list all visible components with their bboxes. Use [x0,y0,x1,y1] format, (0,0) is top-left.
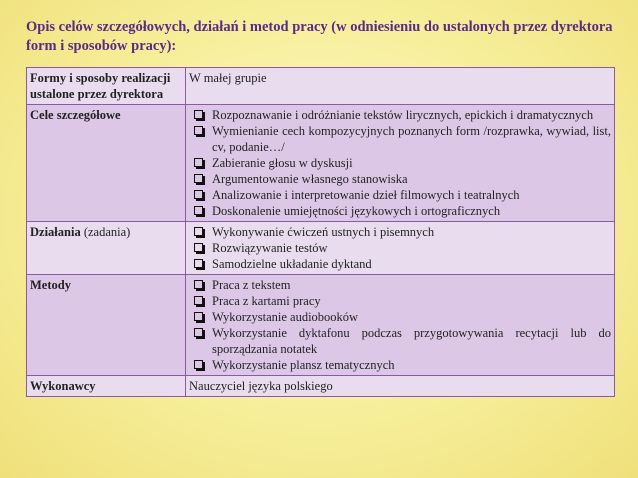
list-item: Wymienianie cech kompozycyjnych poznanych form /rozprawka, wywiad, list, cv, podanie…/ [189,123,611,155]
row-label-methods: Metody [27,275,186,376]
list-item: Praca z tekstem [189,277,611,293]
checkbox-bullet-icon [194,296,203,305]
checkbox-bullet-icon [194,190,203,199]
actions-list [189,224,611,272]
checkbox-bullet-icon [194,280,203,289]
checkbox-bullet-icon [194,110,203,119]
list-item: Wykorzystanie dyktafonu podczas przygotowywania recytacji lub do sporządzania notatek [189,325,611,357]
goals-list [189,107,611,219]
list-item: Wykorzystanie audiobooków [189,309,611,325]
list-item: Wykonywanie ćwiczeń ustnych i pisemnych [189,224,611,240]
row-value-forms: W małej grupie [186,68,615,105]
list-item: Doskonalenie umiejętności językowych i ortograficznych [189,203,611,219]
table-row-executors [27,376,615,397]
row-label-executors: Wykonawcy [27,376,186,397]
list-item: Samodzielne układanie dyktand [189,256,611,272]
checkbox-bullet-icon [194,360,203,369]
list-item: Rozpoznawanie i odróżnianie tekstów lirycznych, epickich i dramatycznych [189,107,611,123]
row-label-goals: Cele szczegółowe [27,105,186,222]
list-item: Analizowanie i interpretowanie dzieł filmowych i teatralnych [189,187,611,203]
row-label-actions: Działania (zadania) [27,222,186,275]
table-row-methods [27,275,615,376]
list-item: Praca z kartami pracy [189,293,611,309]
table-row-forms [27,68,615,105]
checkbox-bullet-icon [194,174,203,183]
checkbox-bullet-icon [194,227,203,236]
list-item: Wykorzystanie plansz tematycznych [189,357,611,373]
list-item: Rozwiązywanie testów [189,240,611,256]
plan-table [26,67,615,397]
row-label-forms: Formy i sposoby realizacji ustalone przez dyrektora [27,68,186,105]
checkbox-bullet-icon [194,259,203,268]
row-value-methods [186,275,615,376]
row-value-actions [186,222,615,275]
checkbox-bullet-icon [194,158,203,167]
checkbox-bullet-icon [194,312,203,321]
checkbox-bullet-icon [194,243,203,252]
row-value-executors: Nauczyciel języka polskiego [186,376,615,397]
checkbox-bullet-icon [194,206,203,215]
row-value-goals [186,105,615,222]
slide-title: Opis celów szczegółowych, działań i metod pracy (w odniesieniu do ustalonych przez dyrektora form i sposobów pracy): [26,19,613,54]
methods-list [189,277,611,373]
table-row-actions [27,222,615,275]
list-item: Argumentowanie własnego stanowiska [189,171,611,187]
table-row-goals [27,105,615,222]
checkbox-bullet-icon [194,126,203,135]
list-item: Zabieranie głosu w dyskusji [189,155,611,171]
checkbox-bullet-icon [194,328,203,337]
